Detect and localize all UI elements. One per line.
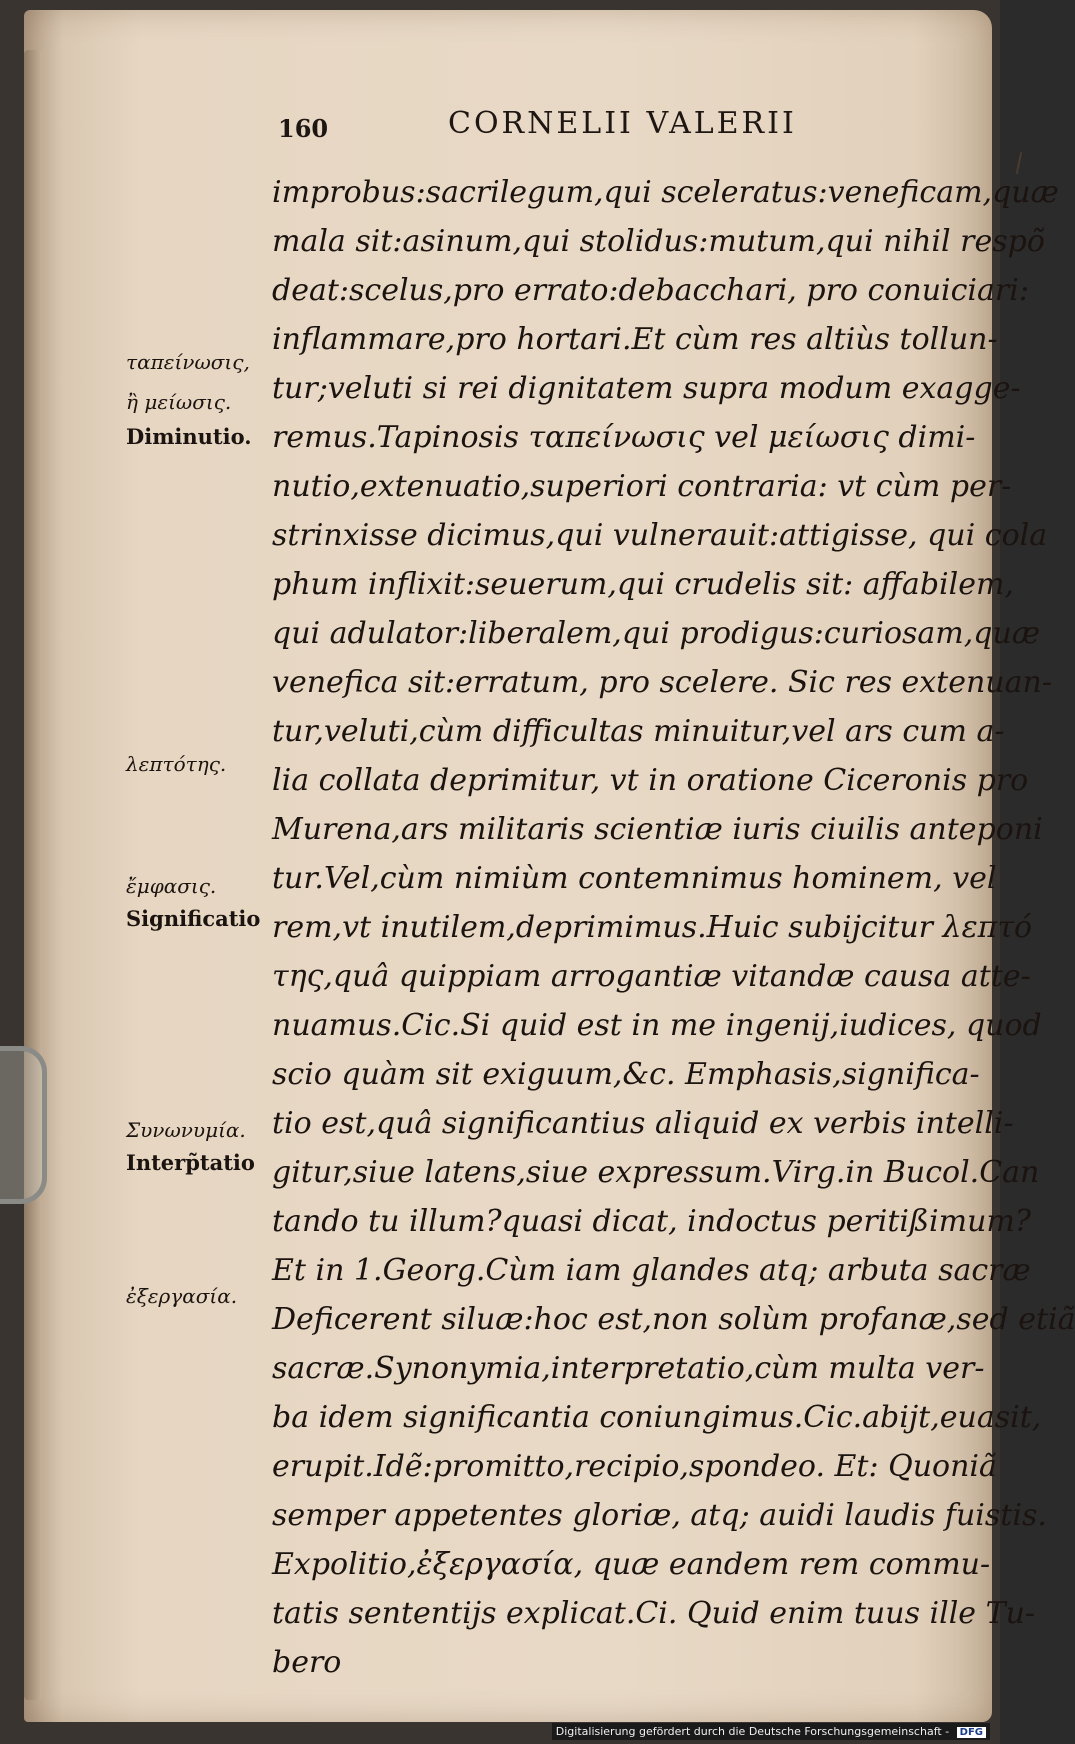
text-line: scio quàm sit exiguum,&c. Emphasis,significa-: [272, 1057, 980, 1092]
text-line: qui adulator:liberalem,qui prodigus:curiosam,quæ: [272, 616, 1041, 651]
text-line: tando tu illum?quasi dicat, indoctus peritißimum?: [272, 1204, 1031, 1239]
text-line: inflammare,pro hortari.Et cùm res altiùs tollun-: [272, 322, 998, 357]
text-line: mala sit:asinum,qui stolidus:mutum,qui nihil respõ: [272, 224, 1045, 259]
text-line: phum inflixit:seuerum,qui crudelis sit: affabilem,: [272, 567, 1014, 602]
text-line: gitur,siue latens,siue expressum.Virg.in Bucol.Can: [272, 1155, 1040, 1190]
text-line: bero: [272, 1645, 342, 1680]
text-line: Murena,ars militaris scientiæ iuris ciuilis anteponi: [272, 812, 1043, 847]
running-head: CORNELII VALERII: [448, 106, 797, 141]
text-line: lia collata deprimitur, vt in oratione Ciceronis pro: [272, 763, 1029, 798]
ink-mark: [1016, 152, 1023, 174]
text-line: venefica sit:erratum, pro scelere. Sic res extenuan-: [272, 665, 1052, 700]
margin-note: ἔμφασις.: [126, 874, 217, 898]
text-line: tur.Vel,cùm nimiùm contemnimus hominem, vel: [272, 861, 997, 896]
text-line: semper appetentes gloriæ, atq; auidi laudis fuistis.: [272, 1498, 1047, 1533]
margin-note: ἢ μείωσις.: [126, 390, 232, 414]
margin-note: ταπείνωσις,: [126, 350, 250, 374]
text-line: deat:scelus,pro errato:debacchari, pro conuiciari:: [272, 273, 1029, 308]
text-line: της,quâ quippiam arrogantiæ vitandæ causa atte-: [272, 959, 1031, 994]
text-line: strinxisse dicimus,qui vulnerauit:attigisse, qui cola: [272, 518, 1048, 553]
text-line: nuamus.Cic.Si quid est in me ingenij,iudices, quod: [272, 1008, 1042, 1043]
text-line: Expolitio,ἐξεργασία, quæ eandem rem commu-: [272, 1547, 991, 1582]
text-line: Deficerent siluæ:hoc est,non solùm profanæ,sed etiã: [272, 1302, 1075, 1337]
text-line: sacræ.Synonymia,interpretatio,cùm multa ver-: [272, 1351, 985, 1386]
page-number: 160: [278, 114, 329, 143]
text-line: tatis sententijs explicat.Ci. Quid enim tuus ille Tu-: [272, 1596, 1036, 1631]
margin-note: λεπτότης.: [126, 752, 227, 776]
text-line: tur,veluti,cùm difficultas minuitur,vel ars cum a-: [272, 714, 1005, 749]
text-line: erupit.Idẽ:promitto,recipio,spondeo. Et: Quoniã: [272, 1449, 997, 1484]
credit-text: Digitalisierung gefördert durch die Deutsche Forschungsgemeinschaft -: [555, 1725, 950, 1738]
margin-note: Interp̃tatio: [126, 1150, 255, 1175]
text-line: improbus:sacrilegum,qui sceleratus:veneficam,quæ: [272, 175, 1059, 210]
text-line: tur;veluti si rei dignitatem supra modum exagge-: [272, 371, 1021, 406]
page-edge: [24, 50, 42, 1700]
text-line: Et in 1.Georg.Cùm iam glandes atq; arbuta sacræ: [272, 1253, 1031, 1288]
margin-note: Significatio: [126, 906, 261, 931]
dfg-logo: DFG: [957, 1727, 986, 1738]
text-line: nutio,extenuatio,superiori contraria: vt cùm per-: [272, 469, 1012, 504]
text-line: tio est,quâ significantius aliquid ex verbis intelli-: [272, 1106, 1014, 1141]
digitization-credit: [552, 1723, 990, 1740]
margin-note: Diminutio.: [126, 424, 252, 449]
margin-note: Συνωνυμία.: [126, 1118, 246, 1142]
text-line: remus.Tapinosis ταπείνωσις vel μείωσις dimi-: [272, 420, 976, 455]
text-line: rem,vt inutilem,deprimimus.Huic subijcitur λεπτό: [272, 910, 1033, 945]
page-clip: [0, 1046, 47, 1204]
body-text: [272, 168, 1075, 1687]
text-line: ba idem significantia coniungimus.Cic.abijt,euasit,: [272, 1400, 1042, 1435]
margin-note: ἐξεργασία.: [126, 1284, 238, 1308]
